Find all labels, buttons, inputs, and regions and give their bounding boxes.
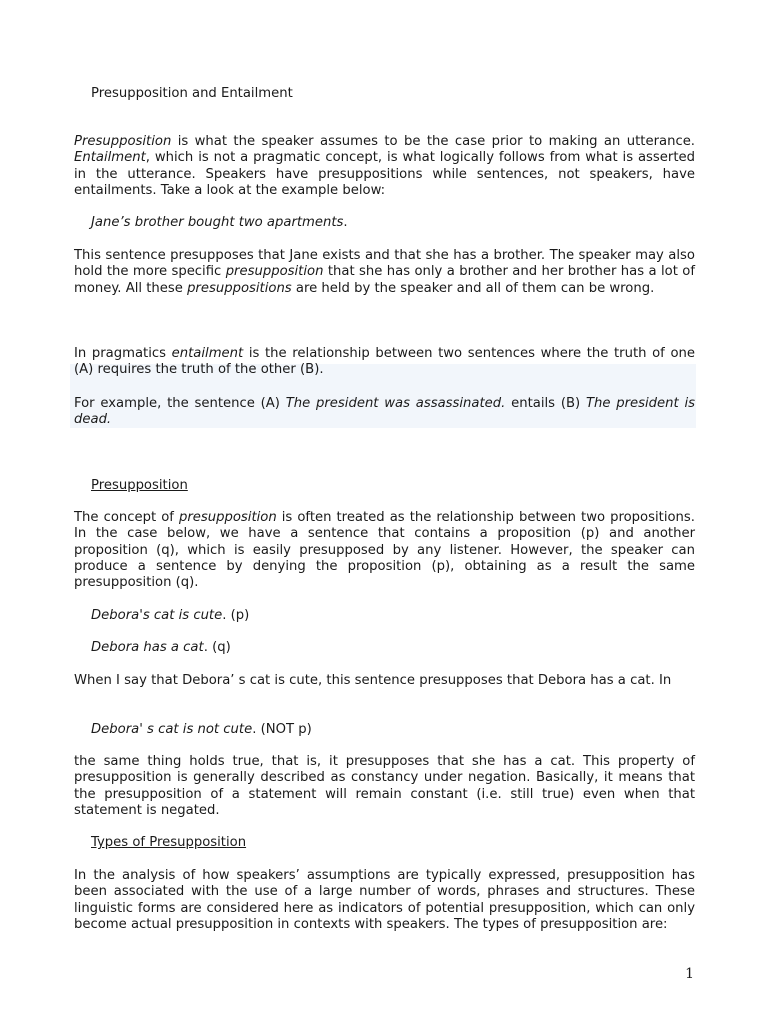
term-presupposition: Presupposition [74, 134, 172, 149]
paragraph-constancy: the same thing holds true, that is, it presupposes that she has a cat. This property of presupposition is generally described as constancy under negation. Basically, it means that the presupposition of a statement will remain constant (i.e. still true) even when that statement is negated. [74, 754, 695, 818]
paragraph-jane [74, 248, 695, 297]
section-heading-types: Types of Presupposition [91, 835, 247, 850]
paragraph-debora: When I say that Debora’ s cat is cute, this sentence presupposes that Debora has a cat. In [74, 673, 672, 688]
example-not-p-label: . (NOT p) [252, 722, 312, 737]
para2-term-1: presupposition [225, 264, 324, 280]
example-period: . [343, 215, 348, 230]
document-title: Presupposition and Entailment [91, 86, 293, 101]
intro-text-1: is what the speaker assumes to be the case prior to making an utterance. [171, 134, 695, 149]
example-text: Jane’s brother bought two apartments [91, 215, 344, 230]
example-q-label: . (q) [203, 640, 231, 655]
term-entailment: Entailment [74, 150, 146, 166]
paragraph-president-example [74, 396, 695, 429]
page-number: 1 [685, 966, 694, 982]
example-q-text: Debora has a cat [91, 640, 204, 655]
para2-term-2: presuppositions [187, 280, 292, 296]
para2-text-2: that she has only a brother and her brother has a lot of money. All these [74, 264, 695, 296]
intro-text-2: , which is not a pragmatic concept, is what logically follows from what is asserted in the utterance. Speakers have presuppositions while sentences, not speakers, have entailments. Take a look at the example below: [74, 150, 695, 198]
example-p [91, 608, 249, 624]
example-not-p-text: Debora' s cat is not cute [91, 722, 253, 737]
para3-term: entailment [171, 346, 244, 361]
section-heading-presupposition: Presupposition [91, 478, 188, 493]
example-sentence-1 [91, 215, 348, 231]
para4-text-2: entails (B) [505, 396, 586, 411]
para2-text-3: are held by the speaker and all of them can be wrong. [291, 280, 655, 296]
example-q [91, 640, 231, 656]
para5-term: presupposition [178, 510, 277, 525]
para5-text-1: The concept of [74, 510, 179, 525]
paragraph-entailment [74, 346, 695, 379]
para2-text-1: This sentence presupposes that Jane exists and that she has a brother. The speaker may also hold the more specific [74, 248, 695, 280]
para3-text-1: In pragmatics [74, 346, 172, 361]
paragraph-types: In the analysis of how speakers’ assumptions are typically expressed, presupposition has been associated with the use of a large number of words, phrases and structures. These linguistic forms are considered here as indicators of potential presupposition, which can only become actual presupposition in contexts with speakers. The types of presupposition are: [74, 868, 695, 932]
para4-sentence-a: The president was assassinated. [285, 396, 506, 411]
example-p-label: . (p) [222, 608, 250, 623]
example-p-text: Debora's cat is cute [91, 608, 223, 623]
intro-paragraph [74, 134, 695, 199]
paragraph-concept [74, 510, 695, 591]
example-not-p [91, 722, 312, 738]
para4-text-1: For example, the sentence (A) [74, 396, 286, 411]
para3-text-2: is the relationship between two sentences where the truth of one (A) requires the truth of the other (B). [74, 346, 696, 378]
para4-sentence-b: The president is dead. [74, 396, 695, 428]
para5-text-2: is often treated as the relationship between two propositions. In the case below, we have a sentence that contains a proposition (p) and another proposition (q), which is easily presupposed by any listener. However, the speaker can produce a sentence by denying the proposition (p), obtaining as a result the same presupposition (q). [74, 510, 695, 591]
